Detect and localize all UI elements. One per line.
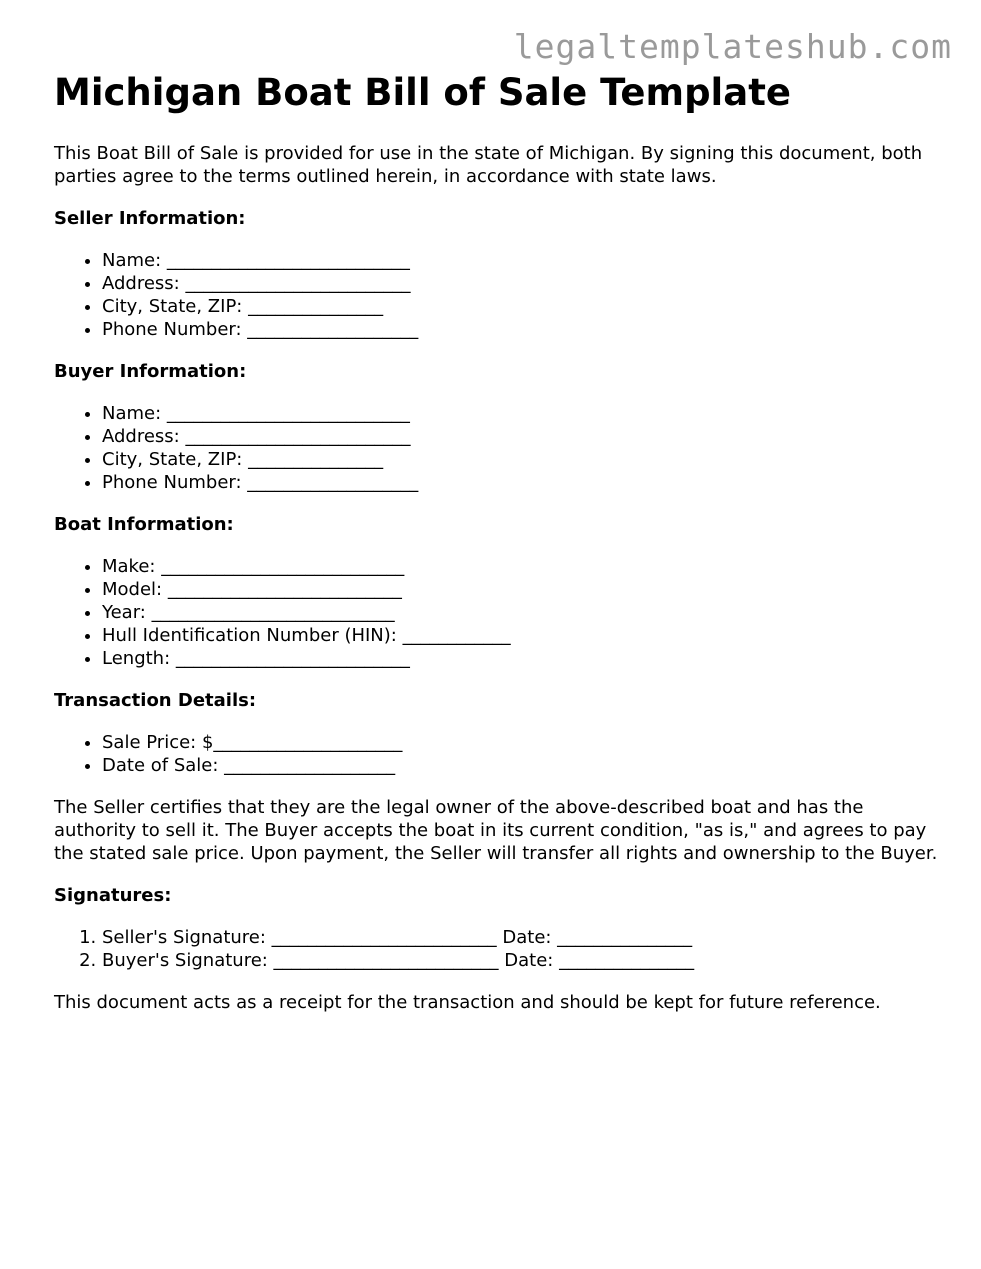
signatures-heading: Signatures:	[54, 885, 172, 906]
buyer-phone-field: • Phone Number: ___________________	[102, 471, 944, 494]
boat-length-field: • Length: __________________________	[102, 647, 944, 670]
seller-phone-field: • Phone Number: ___________________	[102, 318, 944, 341]
seller-address-field: • Address: _________________________	[102, 272, 944, 295]
closing-paragraph: This document acts as a receipt for the transaction and should be kept for future reference.	[54, 992, 881, 1013]
signatures-list	[54, 926, 944, 972]
transaction-list	[54, 731, 944, 777]
document-body	[54, 70, 944, 1014]
seller-name-field: • Name: ___________________________	[102, 249, 944, 272]
buyer-city-state-zip-field: • City, State, ZIP: _______________	[102, 448, 944, 471]
seller-city-state-zip-field: • City, State, ZIP: _______________	[102, 295, 944, 318]
seller-heading: Seller Information:	[54, 208, 246, 229]
boat-heading: Boat Information:	[54, 514, 234, 535]
buyer-name-field: • Name: ___________________________	[102, 402, 944, 425]
buyer-heading: Buyer Information:	[54, 361, 247, 382]
boat-list	[54, 555, 944, 670]
buyer-signature-line: 2. Buyer's Signature: _________________________ Date: _______________	[102, 949, 944, 972]
intro-paragraph: This Boat Bill of Sale is provided for use in the state of Michigan. By signing this document, both parties agree to the terms outlined herein, in accordance with state laws.	[54, 143, 923, 187]
date-of-sale-field: • Date of Sale: ___________________	[102, 754, 944, 777]
boat-model-field: • Model: __________________________	[102, 578, 944, 601]
page-title: Michigan Boat Bill of Sale Template	[54, 71, 791, 114]
sale-price-field: • Sale Price: $_____________________	[102, 731, 944, 754]
watermark: legaltemplateshub.com	[513, 27, 952, 66]
boat-hin-field: • Hull Identification Number (HIN): ____________	[102, 624, 944, 647]
transaction-heading: Transaction Details:	[54, 690, 257, 711]
buyer-list	[54, 402, 944, 494]
certification-paragraph: The Seller certifies that they are the legal owner of the above-described boat and has the authority to sell it. The Buyer accepts the boat in its current condition, "as is," and agrees to pay the stated sale price. Upon payment, the Seller will transfer all rights and ownership to the Buyer.	[54, 797, 938, 864]
seller-signature-line: 1. Seller's Signature: _________________________ Date: _______________	[102, 926, 944, 949]
boat-make-field: • Make: ___________________________	[102, 555, 944, 578]
buyer-address-field: • Address: _________________________	[102, 425, 944, 448]
boat-year-field: • Year: ___________________________	[102, 601, 944, 624]
seller-list	[54, 249, 944, 341]
